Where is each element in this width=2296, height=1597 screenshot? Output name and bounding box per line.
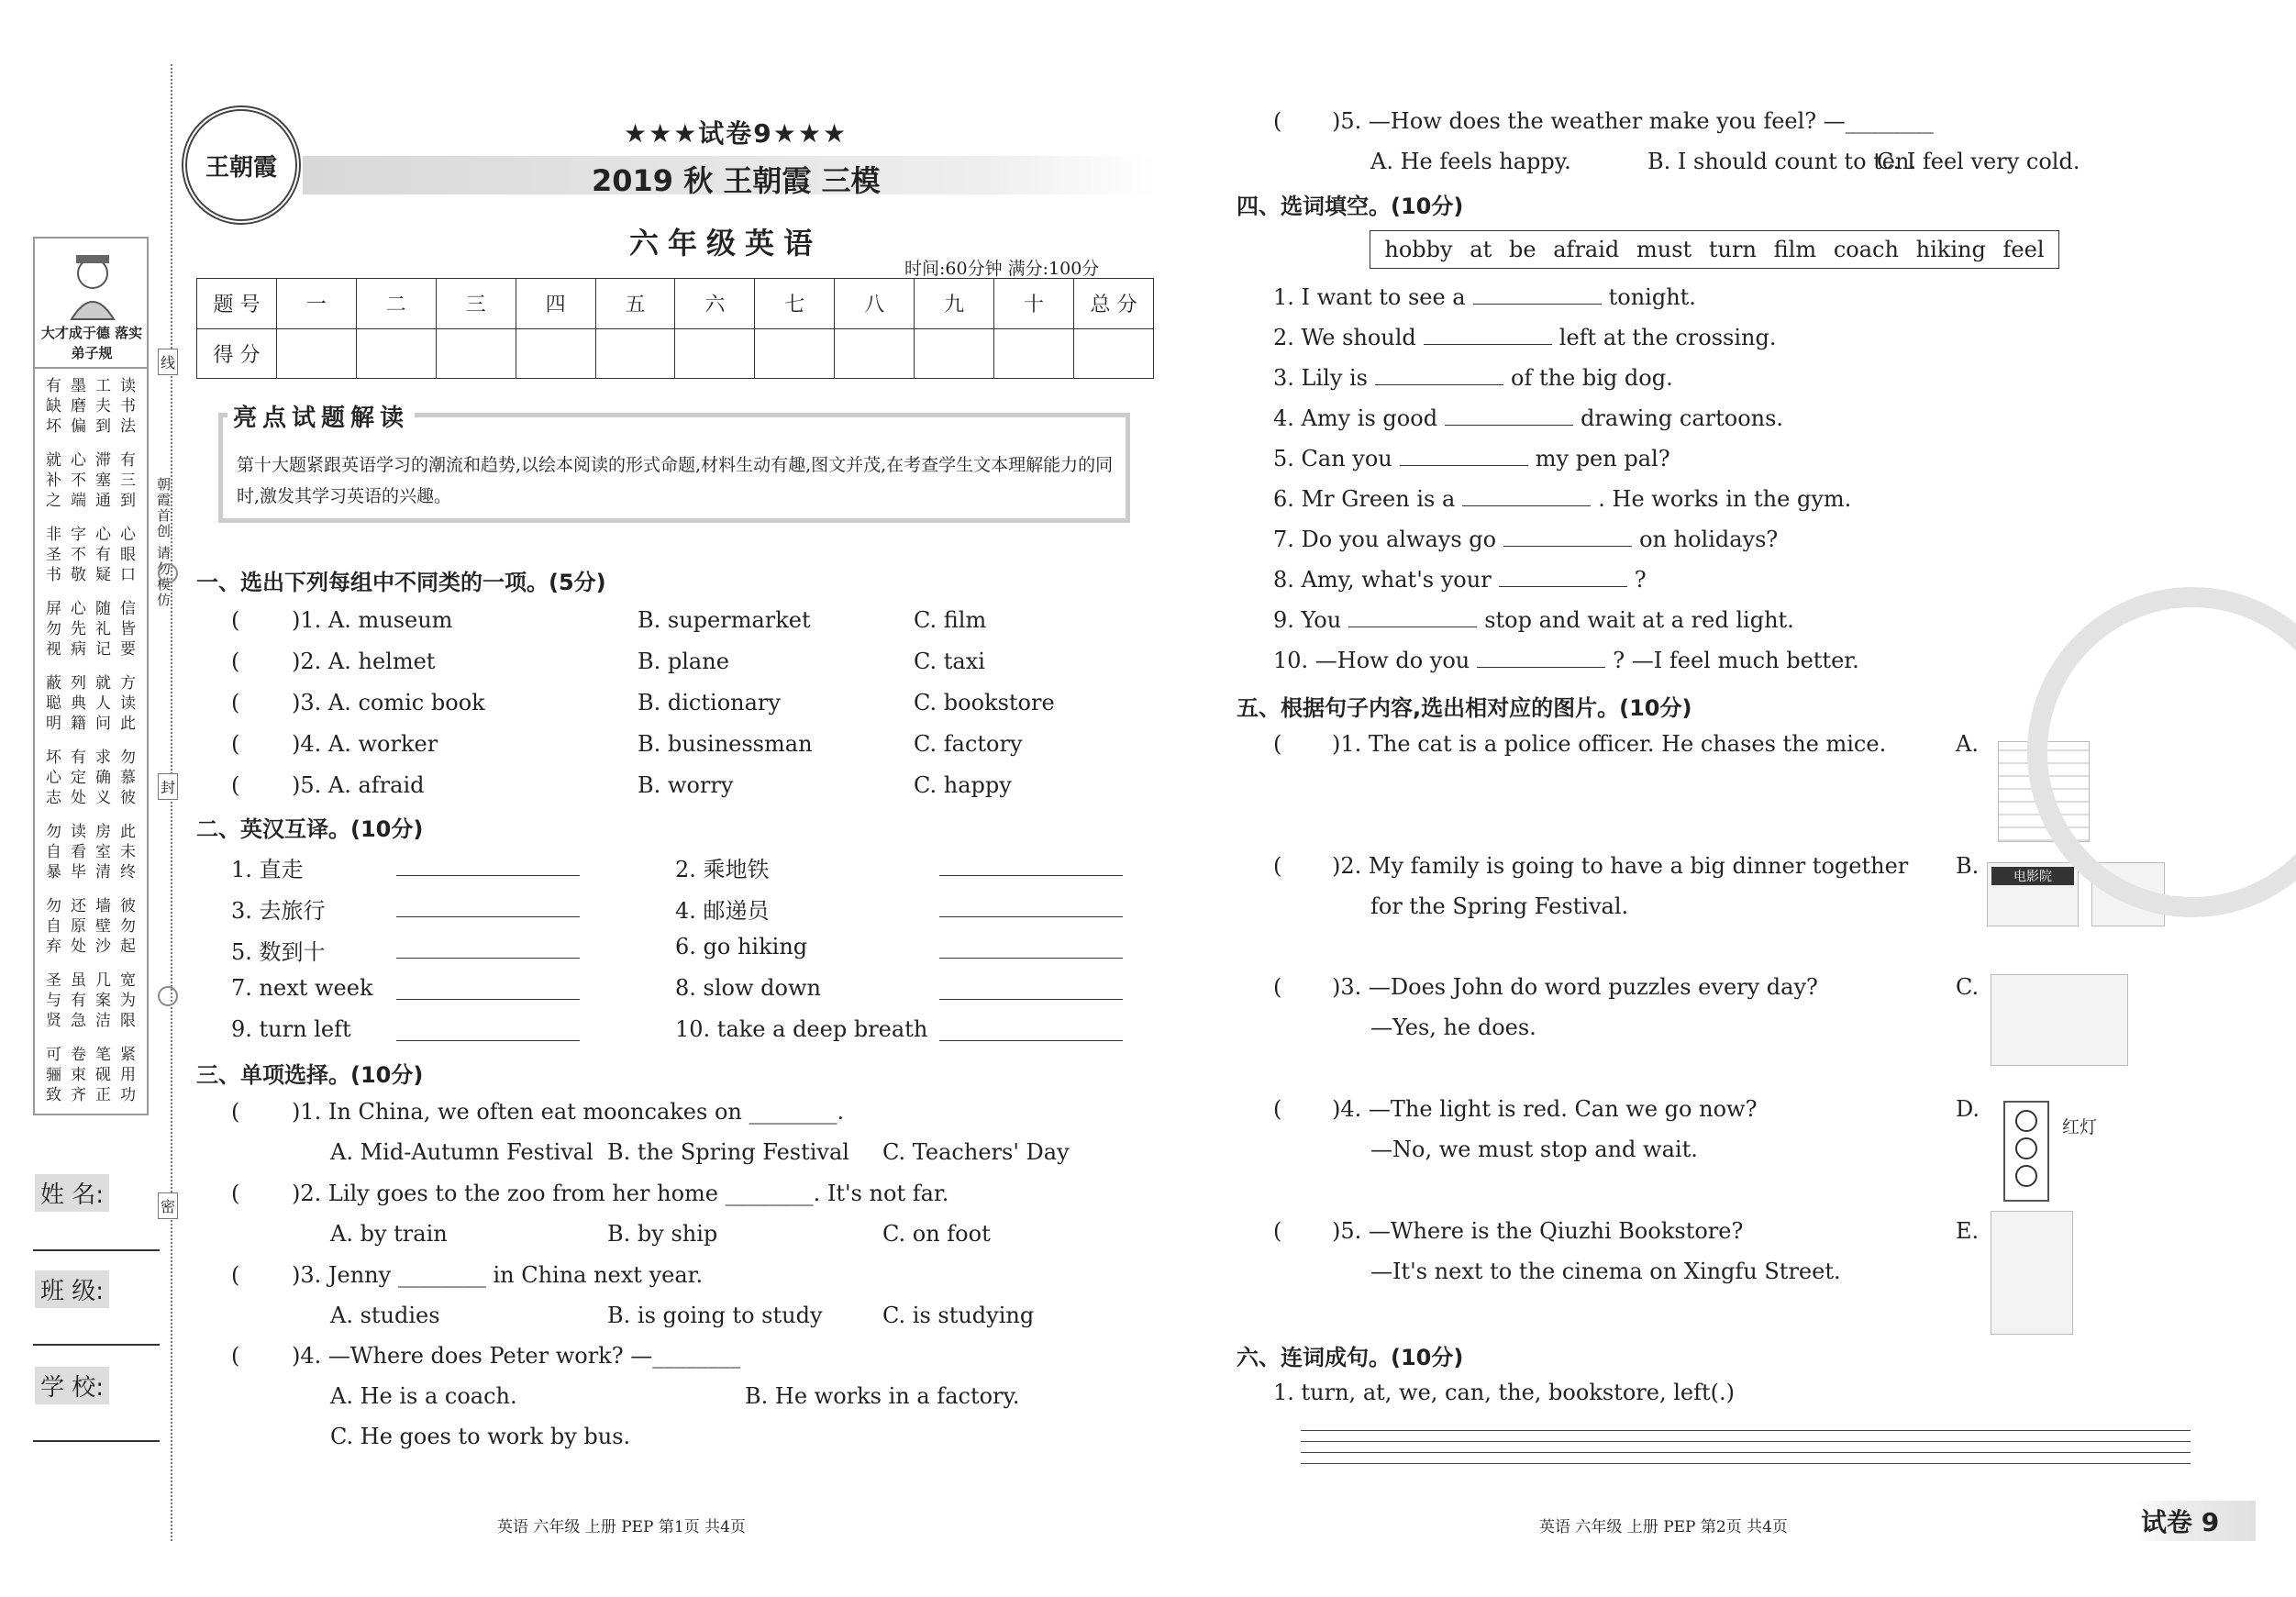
part2-item: 5. 数到十: [231, 939, 326, 965]
part1-option-c: C. happy: [914, 772, 1012, 798]
score-col: 十: [994, 279, 1074, 329]
score-col: 一: [276, 279, 356, 329]
picture-d-traffic-light: [2003, 1101, 2049, 1202]
part4-text-after: my pen pal?: [1535, 446, 1670, 471]
part4-text-after: ? —I feel much better.: [1613, 648, 1859, 673]
class-label: 班 级:: [35, 1270, 109, 1308]
school-field[interactable]: [33, 1440, 160, 1442]
word-bank: [1370, 230, 2059, 269]
score-cell[interactable]: [755, 328, 835, 379]
punch-hole-1: [158, 563, 178, 583]
part1-option-a: )4. A. worker: [292, 731, 438, 757]
part2-answer-line[interactable]: [939, 958, 1123, 959]
name-label: 姓 名:: [35, 1174, 109, 1212]
part5-option-label: C.: [1956, 974, 1980, 1000]
answer-paren-p5-4[interactable]: (: [1273, 1096, 1282, 1122]
word-bank-item: at: [1470, 237, 1492, 262]
sidebar-panel: [33, 237, 149, 1115]
part5-line1: )4. —The light is red. Can we go now?: [1332, 1096, 1758, 1122]
score-cell[interactable]: [276, 328, 356, 379]
part4-text-before: 8. Amy, what's your: [1273, 567, 1492, 593]
part4-blank[interactable]: [1473, 304, 1602, 305]
score-col: 八: [835, 279, 915, 329]
part4-item: [1273, 284, 1696, 310]
part3-option-c: C. on foot: [882, 1221, 991, 1247]
word-bank-item: must: [1636, 237, 1692, 262]
class-field[interactable]: [33, 1344, 160, 1346]
part3-option-c: C. is studying: [882, 1303, 1035, 1328]
answer-paren-p3-5[interactable]: (: [1273, 108, 1282, 134]
word-bank-item: hobby: [1384, 237, 1453, 262]
part5-option-label: A.: [1956, 731, 1979, 757]
answer-paren-p1-5[interactable]: (: [231, 772, 240, 798]
part4-text-before: 5. Can you: [1273, 446, 1392, 471]
score-col: 三: [436, 279, 516, 329]
part3-option-c: C. I feel very cold.: [1877, 149, 2080, 174]
part4-blank[interactable]: [1503, 546, 1632, 547]
part2-answer-line[interactable]: [396, 875, 580, 876]
part4-item: [1273, 527, 1778, 552]
part2-answer-line[interactable]: [396, 916, 580, 917]
word-bank-item: afraid: [1553, 237, 1620, 262]
paper-tag: 试卷 9: [2134, 1501, 2256, 1541]
score-col: 六: [675, 279, 755, 329]
part1-option-a: )3. A. comic book: [292, 690, 485, 715]
part3-option-b: B. the Spring Festival: [607, 1139, 849, 1165]
subject-title: 六年级英语: [629, 226, 823, 261]
part3-option-b: B. by ship: [607, 1221, 718, 1247]
highlight-title: 亮点试题解读: [227, 399, 415, 433]
part4-text-after: stop and wait at a red light.: [1484, 607, 1794, 633]
part4-text-after: drawing cartoons.: [1581, 405, 1784, 431]
word-bank-item: be: [1508, 237, 1536, 262]
part2-answer-line[interactable]: [939, 999, 1123, 1000]
part3-option-a: A. He feels happy.: [1370, 149, 1571, 174]
part4-item: [1273, 567, 1647, 593]
part4-item: [1273, 486, 1851, 512]
poem-block: 非字心心圣不有眼书敬疑口: [46, 526, 145, 584]
paper-mark: ★★★试卷9★★★: [624, 118, 849, 149]
score-cell[interactable]: [915, 328, 994, 379]
part6-item1: 1. turn, at, we, can, the, bookstore, left(.): [1273, 1380, 1735, 1405]
part2-answer-line[interactable]: [939, 1040, 1123, 1041]
answer-paren-p1-1[interactable]: (: [231, 607, 240, 633]
part4-text-after: ?: [1634, 567, 1647, 593]
part1-option-c: C. bookstore: [914, 690, 1055, 715]
part1-option-b: B. businessman: [638, 731, 813, 757]
score-row1-label: 题 号: [197, 279, 277, 329]
poem-block: 圣虽几宽与有案为贤急洁限: [46, 971, 145, 1030]
part4-text-before: 3. Lily is: [1273, 365, 1368, 391]
part4-text-after: on holidays?: [1639, 527, 1779, 552]
part5-option-label: B.: [1956, 853, 1980, 879]
highlight-text: 第十大题紧跟英语学习的潮流和趋势,以绘本阅读的形式命题,材料生动有趣,图文并茂,在考查学生文本理解能力的同时,激发其学习英语的兴趣。: [237, 455, 1114, 506]
part3-option-c: C. Teachers' Day: [882, 1139, 1070, 1165]
part4-item: [1273, 405, 1783, 431]
poem-block: 勿还墙彼自原壁勿弃处沙起: [46, 897, 145, 956]
poem-block: 勿读房此自看室未暴毕清终: [46, 823, 145, 882]
part2-answer-line[interactable]: [939, 916, 1123, 917]
part2-answer-line[interactable]: [939, 875, 1123, 876]
time-info: 时间:60分钟 满分:100分: [904, 259, 1100, 279]
logo-text: 王朝霞: [205, 153, 277, 182]
score-col: 七: [755, 279, 835, 329]
part4-item: [1273, 607, 1794, 633]
answer-paren-p5-1[interactable]: (: [1273, 731, 1282, 757]
part1-option-a: )2. A. helmet: [292, 649, 436, 674]
part1-option-c: C. taxi: [914, 649, 985, 674]
part1-option-b: B. supermarket: [638, 607, 811, 633]
answer-paren-p3-2[interactable]: (: [231, 1181, 240, 1206]
score-header-row: [197, 279, 1154, 329]
score-cell[interactable]: [1073, 328, 1153, 379]
part4-item: [1273, 648, 1859, 673]
part3-option-a: A. He is a coach.: [330, 1383, 517, 1409]
part5-line2: —Yes, he does.: [1370, 1015, 1536, 1040]
part5-line1: )5. —Where is the Qiuzhi Bookstore?: [1332, 1218, 1744, 1244]
part1-option-a: )5. A. afraid: [292, 772, 425, 798]
footer-left: 英语 六年级 上册 PEP 第1页 共4页: [497, 1518, 746, 1536]
seal-mark-xian: 线: [158, 349, 178, 375]
sidebar-motto: 大才成于德 落实弟子规: [40, 325, 143, 361]
footer-right: 英语 六年级 上册 PEP 第2页 共4页: [1539, 1518, 1788, 1536]
score-cell[interactable]: [595, 328, 675, 379]
poem-block: 蔽列就方聪典人读明籍问此: [46, 674, 145, 733]
part2-item: 7. next week: [231, 975, 373, 1001]
part4-blank[interactable]: [1424, 344, 1552, 345]
answer-paren-p5-5[interactable]: (: [1273, 1218, 1282, 1244]
part3-option-c: C. He goes to work by bus.: [330, 1424, 631, 1449]
name-field[interactable]: [33, 1249, 160, 1251]
part2-item: 9. turn left: [231, 1016, 351, 1042]
brand-logo: [182, 105, 301, 225]
part5-line2: —It's next to the cinema on Xingfu Street.: [1370, 1259, 1841, 1284]
part4-text-before: 10. —How do you: [1273, 648, 1470, 673]
part4-title: 四、选词填空。(10分): [1237, 194, 1464, 219]
part5-line1: )3. —Does John do word puzzles every day?: [1332, 974, 1818, 1000]
score-cell[interactable]: [356, 328, 436, 379]
part2-item: 2. 乘地铁: [675, 857, 770, 882]
part5-option-label: D.: [1956, 1096, 1980, 1122]
part4-text-after: tonight.: [1608, 284, 1696, 310]
score-cell[interactable]: [835, 328, 915, 379]
part2-item: 6. go hiking: [675, 934, 808, 959]
part3-option-a: A. by train: [330, 1221, 448, 1247]
poem-block: 有墨工读缺磨夫书坏偏到法: [46, 377, 145, 436]
part2-item: 4. 邮递员: [675, 898, 770, 924]
part1-option-c: C. film: [914, 607, 987, 633]
answer-paren-p1-4[interactable]: (: [231, 731, 240, 757]
part1-option-b: B. worry: [638, 772, 734, 798]
picture-b-cinema: [1987, 862, 2079, 926]
part4-blank[interactable]: [1375, 384, 1503, 385]
exam-title: 2019 秋 王朝霞 三模: [592, 163, 881, 198]
part2-title: 二、英汉互译。(10分): [196, 816, 424, 842]
part2-answer-line[interactable]: [396, 999, 580, 1000]
part2-item: 3. 去旅行: [231, 898, 326, 924]
answer-paren-p5-2[interactable]: (: [1273, 853, 1282, 879]
score-cell[interactable]: [994, 328, 1074, 379]
part4-blank[interactable]: [1445, 425, 1573, 426]
poem-block: 就心滞有补不塞三之端通到: [46, 451, 145, 510]
part3-option-b: B. He works in a factory.: [745, 1383, 1020, 1409]
school-label: 学 校:: [35, 1367, 109, 1404]
vertical-note: 朝霞首创 请勿模仿: [155, 477, 172, 608]
part5-option-label: E.: [1956, 1218, 1980, 1244]
score-row2-label: 得 分: [197, 328, 277, 379]
part4-text-before: 7. Do you always go: [1273, 527, 1497, 552]
answer-paren-p1-2[interactable]: (: [231, 649, 240, 674]
part3-question: )5. —How does the weather make you feel? —________: [1332, 108, 1934, 134]
part4-item: [1273, 325, 1776, 350]
part3-option-a: A. studies: [330, 1303, 440, 1328]
seal-mark-feng: 封: [158, 773, 178, 800]
part4-blank[interactable]: [1477, 667, 1605, 668]
part4-text-after: . He works in the gym.: [1598, 486, 1852, 512]
part3-option-a: A. Mid-Autumn Festival: [330, 1139, 593, 1165]
part4-text-before: 9. You: [1273, 607, 1342, 633]
answer-paren-p3-4[interactable]: (: [231, 1343, 240, 1369]
part1-option-b: B. dictionary: [638, 690, 781, 715]
part5-line2: —No, we must stop and wait.: [1370, 1137, 1698, 1162]
part5-title: 五、根据句子内容,选出相对应的图片。(10分): [1237, 695, 1692, 721]
score-value-row: [197, 328, 1154, 379]
red-light-label: 红灯: [2062, 1117, 2098, 1137]
part1-option-a: )1. A. museum: [292, 607, 453, 633]
fold-line: [171, 64, 172, 1541]
score-table: [196, 278, 1154, 379]
part1-option-c: C. factory: [914, 731, 1023, 757]
scholar-figure: [61, 248, 125, 321]
part4-text-before: 1. I want to see a: [1273, 284, 1466, 310]
poem-block: 坏有求勿心定确慕志处义彼: [46, 749, 145, 807]
part3-title: 三、单项选择。(10分): [196, 1062, 424, 1088]
part2-item: 1. 直走: [231, 857, 304, 882]
part4-text-before: 2. We should: [1273, 325, 1416, 350]
part4-blank[interactable]: [1499, 586, 1627, 587]
word-bank-item: coach: [1833, 237, 1899, 262]
part2-answer-line[interactable]: [396, 958, 580, 959]
part4-item: [1273, 446, 1670, 471]
part5-line2: for the Spring Festival.: [1370, 893, 1629, 919]
part3-question: )3. Jenny ________ in China next year.: [292, 1262, 704, 1288]
seal-mark-mi: 密: [158, 1192, 178, 1219]
score-cell[interactable]: [516, 328, 595, 379]
poem-block: 可卷笔紧骊束砚用致齐正功: [46, 1046, 145, 1104]
answer-paren-p3-1[interactable]: (: [231, 1099, 240, 1125]
answer-paren-p1-3[interactable]: (: [231, 690, 240, 715]
score-col: 总 分: [1073, 279, 1153, 329]
word-bank-item: film: [1773, 237, 1817, 262]
score-cell[interactable]: [436, 328, 516, 379]
part3-option-b: B. is going to study: [607, 1303, 823, 1328]
poem-block: 屏心随信勿先礼皆视病记要: [46, 600, 145, 659]
part4-text-before: 6. Mr Green is a: [1273, 486, 1456, 512]
picture-e-cat-police: [1991, 1211, 2073, 1335]
word-bank-item: hiking: [1915, 237, 1986, 262]
part2-item: 10. take a deep breath: [675, 1016, 928, 1042]
part4-blank[interactable]: [1462, 505, 1591, 506]
part4-text-after: left at the crossing.: [1558, 325, 1777, 350]
part1-title: 一、选出下列每组中不同类的一项。(5分): [196, 570, 606, 595]
part5-line1: )2. My family is going to have a big dinner together: [1332, 853, 1909, 879]
part2-item: 8. slow down: [675, 975, 821, 1001]
part6-title: 六、连词成句。(10分): [1237, 1345, 1464, 1370]
word-bank-item: feel: [2002, 237, 2045, 262]
part1-option-b: B. plane: [638, 649, 729, 674]
picture-c-family-dinner: [1991, 974, 2128, 1066]
score-cell[interactable]: [675, 328, 755, 379]
part5-line1: )1. The cat is a police officer. He chases the mice.: [1332, 731, 1887, 757]
answer-paren-p5-3[interactable]: (: [1273, 974, 1282, 1000]
part2-answer-line[interactable]: [396, 1040, 580, 1041]
answer-lines[interactable]: [1301, 1420, 2191, 1464]
score-col: 九: [915, 279, 994, 329]
part3-question: )4. —Where does Peter work? —________: [292, 1343, 741, 1369]
part4-item: [1273, 365, 1673, 391]
part4-text-before: 4. Amy is good: [1273, 405, 1438, 431]
score-col: 四: [516, 279, 595, 329]
part3-option-b: B. I should count to ten.: [1647, 149, 1917, 174]
score-col: 二: [356, 279, 436, 329]
part4-blank[interactable]: [1400, 465, 1528, 466]
part4-text-after: of the big dog.: [1511, 365, 1673, 391]
cinema-sign: 电影院: [1991, 867, 2074, 885]
part3-question: )1. In China, we often eat mooncakes on ________.: [292, 1099, 845, 1125]
answer-paren-p3-3[interactable]: (: [231, 1262, 240, 1288]
part3-question: )2. Lily goes to the zoo from her home ________. It's not far.: [292, 1181, 949, 1206]
score-col: 五: [595, 279, 675, 329]
word-bank-item: turn: [1708, 237, 1757, 262]
punch-hole-2: [158, 986, 178, 1006]
